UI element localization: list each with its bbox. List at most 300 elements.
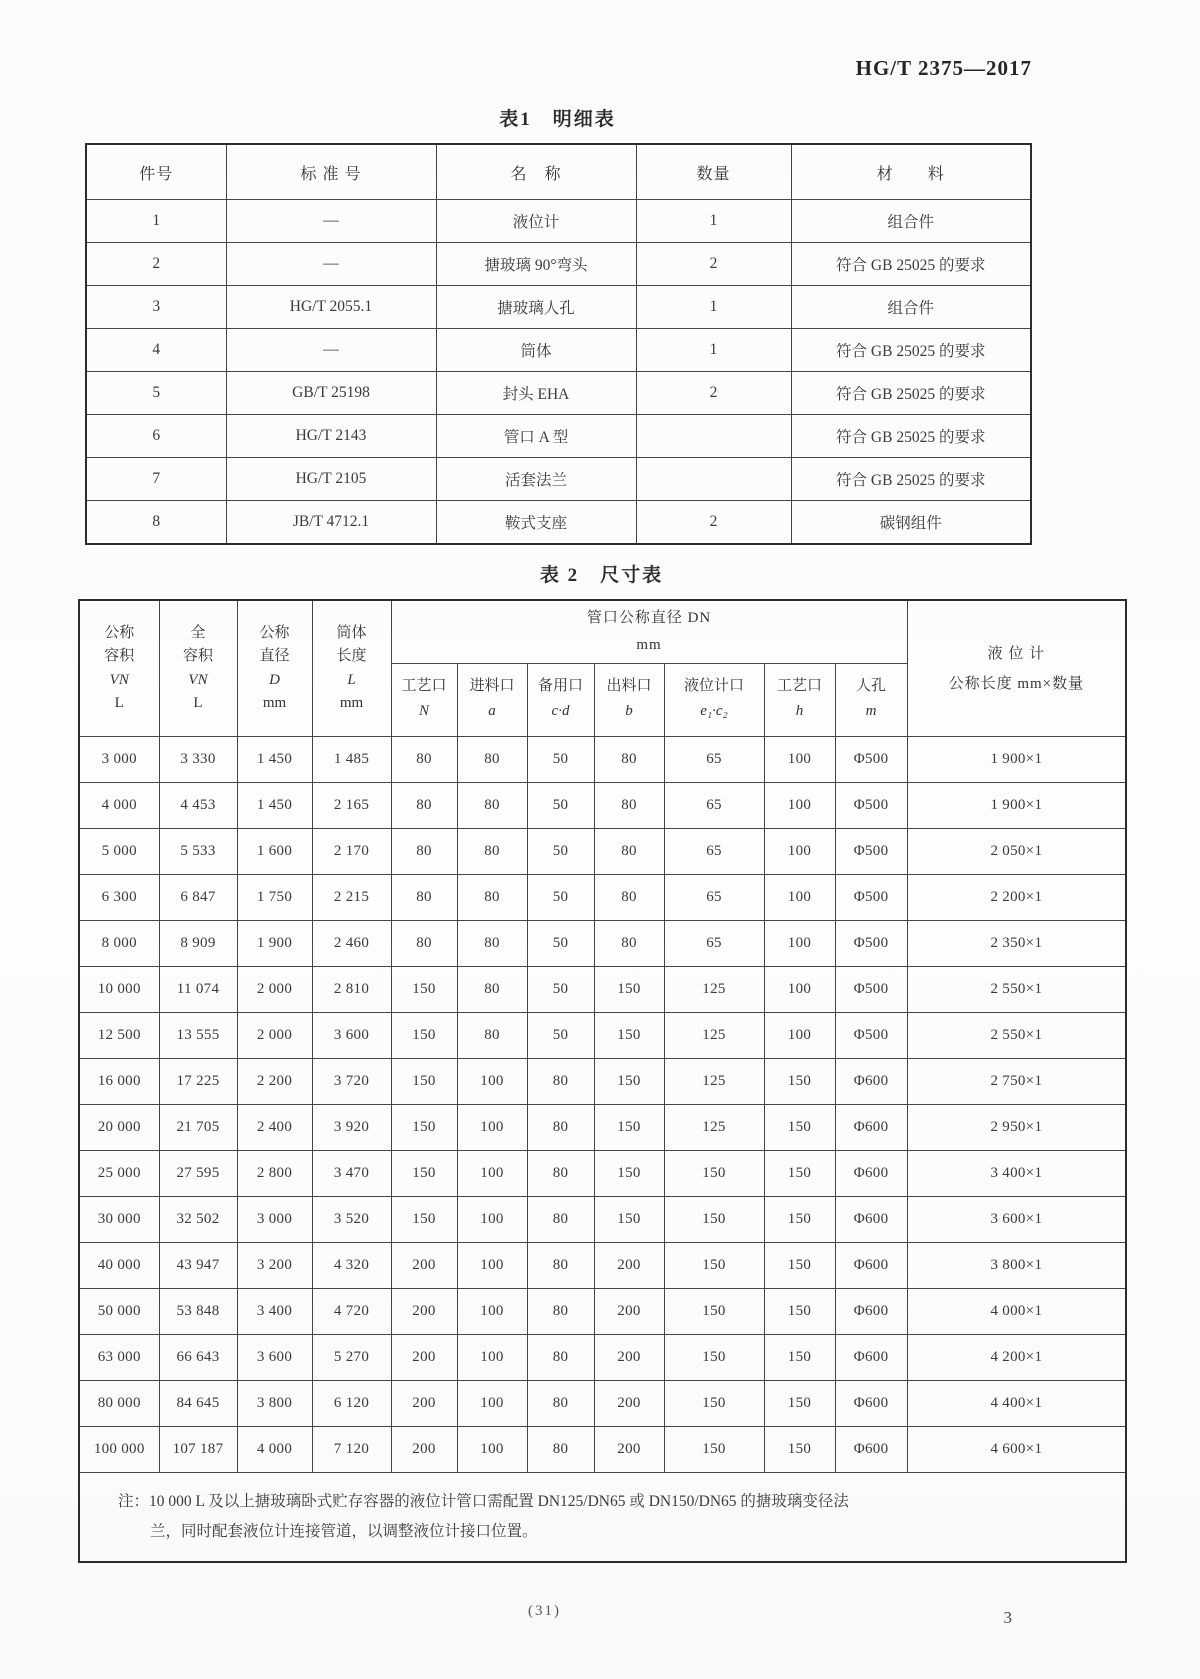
table-row <box>79 1427 1126 1473</box>
table-cell: 符合 GB 25025 的要求 <box>791 329 1031 372</box>
table-cell: 63 000 <box>79 1335 159 1381</box>
table-row <box>86 458 1031 501</box>
table-cell: 100 <box>457 1335 527 1381</box>
table-cell: 4 453 <box>159 783 237 829</box>
header-line: D <box>269 671 280 688</box>
table-cell: 125 <box>664 967 764 1013</box>
table-cell: 150 <box>764 1197 835 1243</box>
table-row <box>79 829 1126 875</box>
table1-col-standard: 标 准 号 <box>226 144 436 200</box>
table-cell: 3 400 <box>237 1289 312 1335</box>
table-cell: 100 <box>764 1013 835 1059</box>
table-row <box>86 415 1031 458</box>
table-cell: Φ600 <box>835 1151 907 1197</box>
table-cell: 200 <box>594 1381 664 1427</box>
header-line: 长度 <box>336 648 367 665</box>
table-cell: 80 <box>457 829 527 875</box>
table-cell: 200 <box>594 1243 664 1289</box>
table-cell: 80 <box>391 737 457 783</box>
table-row <box>79 1197 1126 1243</box>
table-cell: 鞍式支座 <box>436 501 636 545</box>
table-cell: GB/T 25198 <box>226 372 436 415</box>
subcol-symbol: m <box>865 703 877 719</box>
table-cell: 150 <box>664 1427 764 1473</box>
table-cell: 150 <box>594 1151 664 1197</box>
table-cell: 3 920 <box>312 1105 391 1151</box>
table-cell: 2 200×1 <box>907 875 1126 921</box>
footer-page-number: 3 <box>1003 1608 1012 1627</box>
table-cell: 80 000 <box>79 1381 159 1427</box>
table-row <box>79 783 1126 829</box>
table-cell: 2 000 <box>237 967 312 1013</box>
table-row <box>86 286 1031 329</box>
table-cell: 4 000×1 <box>907 1289 1126 1335</box>
table-cell: 150 <box>594 1013 664 1059</box>
header-line: L <box>193 694 203 711</box>
table-cell: 1 485 <box>312 737 391 783</box>
table-cell: 2 400 <box>237 1105 312 1151</box>
table-cell: 80 <box>594 783 664 829</box>
table2-subcol-process-n <box>391 664 457 737</box>
note-line-2: 兰，同时配套液位计连接管道，以调整液位计接口位置。 <box>150 1523 538 1541</box>
table-cell: 40 000 <box>79 1243 159 1289</box>
table-row <box>79 1105 1126 1151</box>
table-cell: 150 <box>664 1151 764 1197</box>
table-cell: Φ600 <box>835 1335 907 1381</box>
table-cell: 65 <box>664 737 764 783</box>
table-cell <box>636 458 791 501</box>
table-cell: 100 <box>764 875 835 921</box>
table2 <box>78 599 1127 1563</box>
table-cell: 1 450 <box>237 737 312 783</box>
table-cell: 3 <box>86 286 226 329</box>
subcol-name: 工艺口 <box>776 677 822 694</box>
table-cell: 符合 GB 25025 的要求 <box>791 243 1031 286</box>
table-cell: 50 000 <box>79 1289 159 1335</box>
table-cell: 4 <box>86 329 226 372</box>
table-cell: 1 750 <box>237 875 312 921</box>
table-cell: 50 <box>527 967 594 1013</box>
table-cell: 100 <box>764 829 835 875</box>
table-cell: 80 <box>457 921 527 967</box>
table-cell: Φ500 <box>835 967 907 1013</box>
table-cell: — <box>226 329 436 372</box>
table2-group-dn <box>391 600 907 664</box>
header-line: L <box>347 671 356 688</box>
header-line: 管口公称直径 DN <box>586 610 712 626</box>
table-cell: 搪玻璃 90°弯头 <box>436 243 636 286</box>
table-cell: 200 <box>391 1289 457 1335</box>
table-row <box>86 329 1031 372</box>
table-cell: 150 <box>764 1289 835 1335</box>
table-cell: 3 600×1 <box>907 1197 1126 1243</box>
table-cell: 80 <box>527 1335 594 1381</box>
table-cell: 150 <box>664 1197 764 1243</box>
table-cell: 66 643 <box>159 1335 237 1381</box>
table-cell: 100 <box>457 1243 527 1289</box>
table-cell: 筒体 <box>436 329 636 372</box>
table-cell: 100 <box>457 1197 527 1243</box>
subcol-symbol: c·d <box>551 703 570 719</box>
table-cell: 80 <box>391 829 457 875</box>
table-cell: 8 909 <box>159 921 237 967</box>
table2-subcol-spare-cd <box>527 664 594 737</box>
table-cell: 3 600 <box>312 1013 391 1059</box>
table-cell: HG/T 2055.1 <box>226 286 436 329</box>
table-cell: Φ500 <box>835 875 907 921</box>
table-row <box>86 144 1031 200</box>
table-cell: 150 <box>664 1243 764 1289</box>
header-line: 容积 <box>182 648 213 665</box>
table-cell: — <box>226 243 436 286</box>
table-cell: 6 <box>86 415 226 458</box>
table-cell: Φ600 <box>835 1197 907 1243</box>
table-cell: 1 <box>636 200 791 243</box>
table-cell: 2 550×1 <box>907 967 1126 1013</box>
table-cell: 活套法兰 <box>436 458 636 501</box>
table-cell: 6 847 <box>159 875 237 921</box>
table-cell: Φ500 <box>835 829 907 875</box>
table-cell: 4 720 <box>312 1289 391 1335</box>
subcol-name: 工艺口 <box>401 677 447 694</box>
table-cell: 4 400×1 <box>907 1381 1126 1427</box>
table-row <box>79 1013 1126 1059</box>
header-line: 公称长度 mm×数量 <box>948 675 1085 692</box>
table-cell: Φ600 <box>835 1289 907 1335</box>
table-cell: 50 <box>527 829 594 875</box>
table-cell: 150 <box>664 1335 764 1381</box>
table-row <box>79 600 1126 664</box>
table-cell: 3 330 <box>159 737 237 783</box>
subcol-name: 进料口 <box>469 677 515 694</box>
table-cell: 3 200 <box>237 1243 312 1289</box>
table-cell: 150 <box>764 1381 835 1427</box>
table-cell: 4 000 <box>237 1427 312 1473</box>
table2-subcol-gauge-port <box>664 664 764 737</box>
table-cell: 8 000 <box>79 921 159 967</box>
table2-footer <box>79 1473 1126 1563</box>
table2-note <box>79 1473 1126 1563</box>
table-row <box>79 1381 1126 1427</box>
table-cell: 80 <box>457 737 527 783</box>
table2-header <box>79 600 1126 737</box>
table-cell: 100 <box>457 1105 527 1151</box>
table-cell: 3 470 <box>312 1151 391 1197</box>
table-row <box>79 1335 1126 1381</box>
table-cell: 150 <box>764 1105 835 1151</box>
table-cell: 150 <box>594 1105 664 1151</box>
table-cell: 80 <box>527 1289 594 1335</box>
table-row <box>79 737 1126 783</box>
table-row <box>86 243 1031 286</box>
table-cell: 3 720 <box>312 1059 391 1105</box>
table-cell: 50 <box>527 875 594 921</box>
table-cell: Φ600 <box>835 1427 907 1473</box>
table-cell: 1 600 <box>237 829 312 875</box>
table-cell: Φ600 <box>835 1243 907 1289</box>
header-line: 公称 <box>259 625 290 641</box>
table-cell: 125 <box>664 1013 764 1059</box>
table-cell: 管口 A 型 <box>436 415 636 458</box>
table-cell: 80 <box>527 1105 594 1151</box>
table-cell: 符合 GB 25025 的要求 <box>791 415 1031 458</box>
table-cell: 30 000 <box>79 1197 159 1243</box>
table-row <box>79 921 1126 967</box>
table-cell: 2 200 <box>237 1059 312 1105</box>
table-cell: 100 <box>457 1289 527 1335</box>
table-cell: 3 000 <box>237 1197 312 1243</box>
table-cell: 150 <box>391 1151 457 1197</box>
table-cell: 200 <box>391 1243 457 1289</box>
table2-subcol-process-h <box>764 664 835 737</box>
table1-col-material: 材 料 <box>791 144 1031 200</box>
table-cell: 80 <box>457 1013 527 1059</box>
table-cell: 2 170 <box>312 829 391 875</box>
table2-body <box>79 737 1126 1473</box>
table2-subcol-inlet-a <box>457 664 527 737</box>
table-cell: 32 502 <box>159 1197 237 1243</box>
table-cell: HG/T 2143 <box>226 415 436 458</box>
table1-col-itemno: 件号 <box>86 144 226 200</box>
table-cell: 150 <box>764 1243 835 1289</box>
table-cell: 80 <box>594 737 664 783</box>
table-cell: 2 460 <box>312 921 391 967</box>
table2-col-shell-length <box>312 600 391 737</box>
subcol-symbol: N <box>418 703 429 719</box>
table-cell: 150 <box>594 1059 664 1105</box>
table-cell: 2 <box>636 243 791 286</box>
table-cell: 150 <box>391 967 457 1013</box>
table-row <box>86 501 1031 545</box>
table-cell: 2 <box>636 372 791 415</box>
table-cell: 84 645 <box>159 1381 237 1427</box>
table-cell: Φ600 <box>835 1059 907 1105</box>
subcol-symbol: e₁·c₂ <box>700 703 728 719</box>
table-cell: HG/T 2105 <box>226 458 436 501</box>
table-cell: 2 800 <box>237 1151 312 1197</box>
table-cell: 25 000 <box>79 1151 159 1197</box>
subcol-symbol: a <box>488 703 496 719</box>
table-cell: 150 <box>391 1013 457 1059</box>
table-cell: 100 <box>457 1381 527 1427</box>
table-cell: 17 225 <box>159 1059 237 1105</box>
table-cell: 150 <box>594 967 664 1013</box>
table-cell: 200 <box>594 1289 664 1335</box>
table-cell: 1 450 <box>237 783 312 829</box>
table1-col-name: 名 称 <box>436 144 636 200</box>
table-cell: 100 <box>764 783 835 829</box>
table-cell: 2 950×1 <box>907 1105 1126 1151</box>
table-cell: 5 533 <box>159 829 237 875</box>
subcol-symbol: h <box>795 703 804 719</box>
header-line: mm <box>262 694 287 711</box>
header-line: 全 <box>190 625 206 641</box>
table-row <box>79 1473 1126 1563</box>
table-cell: 2 810 <box>312 967 391 1013</box>
table-cell: 3 800 <box>237 1381 312 1427</box>
table-cell: 50 <box>527 783 594 829</box>
table-row <box>79 1243 1126 1289</box>
table-cell: 125 <box>664 1059 764 1105</box>
table1-section <box>85 104 1030 545</box>
header-line: mm <box>636 637 662 653</box>
table-cell: 100 000 <box>79 1427 159 1473</box>
table-cell: 2 <box>636 501 791 545</box>
table-cell: 3 400×1 <box>907 1151 1126 1197</box>
subcol-name: 人孔 <box>856 677 887 694</box>
table-cell: 43 947 <box>159 1243 237 1289</box>
table-cell: 碳钢组件 <box>791 501 1031 545</box>
table-cell: 3 000 <box>79 737 159 783</box>
table-cell: 6 120 <box>312 1381 391 1427</box>
table-cell: 65 <box>664 875 764 921</box>
table-cell: 80 <box>391 783 457 829</box>
table-cell: 10 000 <box>79 967 159 1013</box>
table-cell: 200 <box>594 1335 664 1381</box>
table-cell: 2 165 <box>312 783 391 829</box>
table2-title: 表 2 尺寸表 <box>539 565 664 586</box>
table-cell: 80 <box>457 875 527 921</box>
table2-section <box>78 560 1125 1563</box>
table-cell: 21 705 <box>159 1105 237 1151</box>
table-cell: 200 <box>391 1427 457 1473</box>
table-cell: 65 <box>664 829 764 875</box>
table-cell: 200 <box>594 1427 664 1473</box>
table-cell: 100 <box>764 737 835 783</box>
table2-subcol-manhole-m <box>835 664 907 737</box>
table-cell: 107 187 <box>159 1427 237 1473</box>
header-line: 容积 <box>104 648 135 665</box>
table-cell: 200 <box>391 1335 457 1381</box>
table-cell: 组合件 <box>791 286 1031 329</box>
header-line: mm <box>339 694 364 711</box>
table-cell: 200 <box>391 1381 457 1427</box>
table-cell: 3 600 <box>237 1335 312 1381</box>
table-cell: 80 <box>391 875 457 921</box>
table-cell: Φ600 <box>835 1105 907 1151</box>
table-cell: 100 <box>457 1151 527 1197</box>
header-line: VN <box>188 671 208 688</box>
table2-col-level-gauge <box>907 600 1126 737</box>
table-cell: 150 <box>391 1059 457 1105</box>
table-cell: 12 500 <box>79 1013 159 1059</box>
table-cell: 符合 GB 25025 的要求 <box>791 372 1031 415</box>
table-cell: 2 050×1 <box>907 829 1126 875</box>
table-cell: 1 900×1 <box>907 737 1126 783</box>
table-cell: — <box>226 200 436 243</box>
table-cell: 1 900×1 <box>907 783 1126 829</box>
table-cell: 1 <box>636 286 791 329</box>
table-cell: 16 000 <box>79 1059 159 1105</box>
table-cell: 7 <box>86 458 226 501</box>
table-cell: 5 270 <box>312 1335 391 1381</box>
table-cell: 53 848 <box>159 1289 237 1335</box>
table-cell: 2 215 <box>312 875 391 921</box>
table-cell: 100 <box>764 967 835 1013</box>
table-cell: 1 900 <box>237 921 312 967</box>
subcol-name: 出料口 <box>606 677 652 694</box>
table-cell: 符合 GB 25025 的要求 <box>791 458 1031 501</box>
table-cell: 2 750×1 <box>907 1059 1126 1105</box>
table-cell: 65 <box>664 921 764 967</box>
table-cell: 2 000 <box>237 1013 312 1059</box>
subcol-name: 液位计口 <box>683 677 744 694</box>
table-cell: 80 <box>457 783 527 829</box>
header-line: 液 位 计 <box>987 645 1046 662</box>
table-cell: 50 <box>527 921 594 967</box>
table-cell: 3 520 <box>312 1197 391 1243</box>
table-cell: 80 <box>527 1197 594 1243</box>
table-row <box>79 875 1126 921</box>
table-row <box>79 967 1126 1013</box>
table-row <box>86 200 1031 243</box>
table1-title: 表1 明细表 <box>499 109 616 130</box>
table-cell: 65 <box>664 783 764 829</box>
table-cell: 150 <box>664 1289 764 1335</box>
header-line: VN <box>109 671 129 688</box>
table-cell: 5 <box>86 372 226 415</box>
table-cell: 50 <box>527 737 594 783</box>
table-cell: 80 <box>391 921 457 967</box>
table-cell: Φ600 <box>835 1381 907 1427</box>
table2-col-diameter <box>237 600 312 737</box>
table-row <box>86 372 1031 415</box>
table-cell: Φ500 <box>835 737 907 783</box>
table-row <box>79 1151 1126 1197</box>
table-cell: 150 <box>764 1335 835 1381</box>
table-cell: Φ500 <box>835 1013 907 1059</box>
table-cell: 2 550×1 <box>907 1013 1126 1059</box>
table-cell: 150 <box>664 1381 764 1427</box>
table-cell: 150 <box>764 1427 835 1473</box>
table-cell: 组合件 <box>791 200 1031 243</box>
table-cell: 80 <box>527 1059 594 1105</box>
table-cell: 150 <box>594 1197 664 1243</box>
table-cell: 4 000 <box>79 783 159 829</box>
table-cell: 3 800×1 <box>907 1243 1126 1289</box>
table-cell: 2 350×1 <box>907 921 1126 967</box>
table-cell: 27 595 <box>159 1151 237 1197</box>
table-cell: Φ500 <box>835 783 907 829</box>
table-cell: 150 <box>764 1151 835 1197</box>
table-cell: 1 <box>636 329 791 372</box>
header-line: 筒体 <box>336 625 367 641</box>
table-cell: 150 <box>391 1105 457 1151</box>
table-cell: 80 <box>527 1427 594 1473</box>
table-cell: 4 320 <box>312 1243 391 1289</box>
table-cell: 80 <box>594 875 664 921</box>
table-cell: 搪玻璃人孔 <box>436 286 636 329</box>
header-line: 公称 <box>104 625 135 641</box>
table-cell: 50 <box>527 1013 594 1059</box>
table1 <box>85 143 1032 545</box>
table2-col-nominal-volume <box>79 600 159 737</box>
table1-header <box>86 144 1031 200</box>
table-cell: 20 000 <box>79 1105 159 1151</box>
table-cell: 150 <box>764 1059 835 1105</box>
table-cell: 封头 EHA <box>436 372 636 415</box>
note-line-1: 注：10 000 L 及以上搪玻璃卧式贮存容器的液位计管口需配置 DN125/DN65 或 DN150/DN65 的搪玻璃变径法 <box>118 1493 849 1510</box>
table1-col-qty: 数量 <box>636 144 791 200</box>
table-cell: 11 074 <box>159 967 237 1013</box>
table-cell: 100 <box>764 921 835 967</box>
table-cell: 4 200×1 <box>907 1335 1126 1381</box>
table-cell: 100 <box>457 1427 527 1473</box>
table-row <box>79 1289 1126 1335</box>
table-cell: Φ500 <box>835 921 907 967</box>
table-cell: 8 <box>86 501 226 545</box>
table-cell: 5 000 <box>79 829 159 875</box>
